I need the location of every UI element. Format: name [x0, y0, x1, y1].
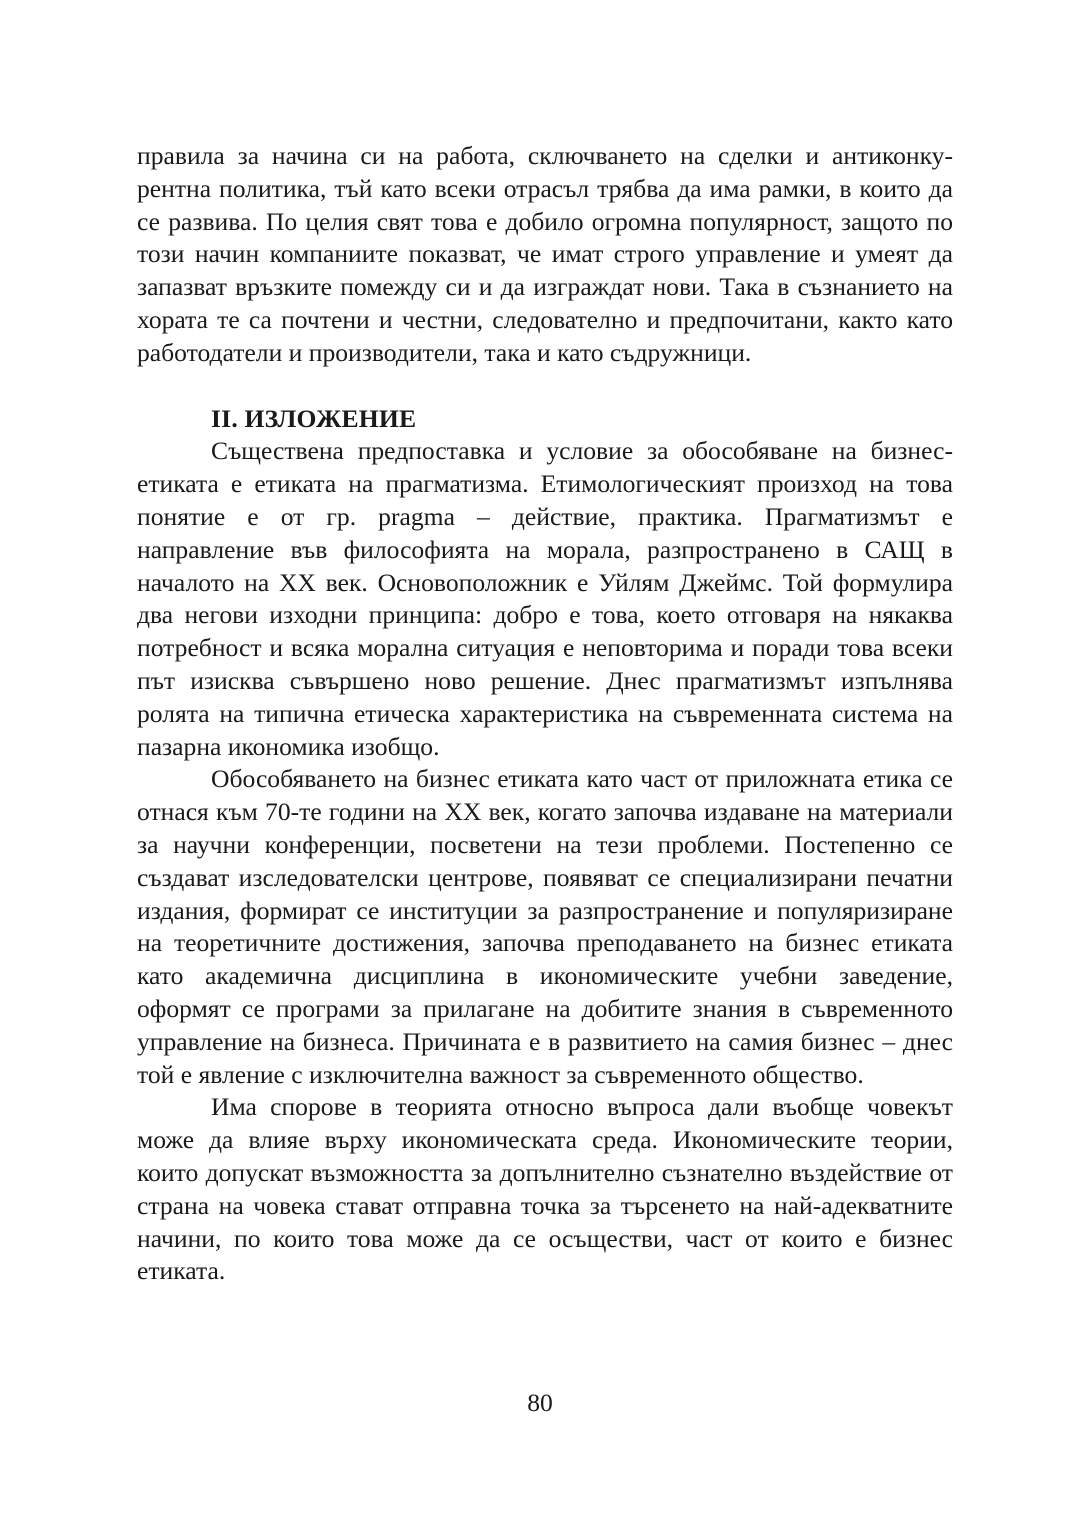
body-paragraph-2: Обособяването на бизнес етиката като част от приложната етика се отнася към 70-те години на XX век, когато започва издаване на материали за научни конференции, посветени на тези проблеми. Постепенно се създават изследователски центрове, появяват се специализирани печатни издания, формират се институции за разпространение и популяризиране на теоретичните достижения, започва преподаването на бизнес етиката като академична дисциплина в икономическите учебни заведение, оформят се програми за прилагане на добитите знания в съвременното управление на бизнеса. Причината е в развитието на самия бизнес – днес той е явление с изключителна важност за съвременното общество. — [137, 764, 953, 1089]
body-paragraph-3: Има спорове в теорията относно въпроса дали въобще човекът може да влияе върху икономическата среда. Икономическите теории, които допускат възможността за допълнително съзнателно въздействие от страна на човека стават отправна точка за търсенето на най-адекватните начини, по които това може да се осъществи, част от които е бизнес етиката. — [137, 1092, 953, 1286]
body-paragraph-1: Съществена предпоставка и условие за обособяване на бизнес-етиката е етиката на прагматизма. Етимологическият произход на това понятие е от гр. pragma – действие, практика. Прагматизмът е направление във философията на морала, разпространено в САЩ в началото на XX век. Основоположник е Уйлям Джеймс. Той формулира два негови изходни принципа: добро е това, което отговаря на някаква потребност и всяка морална ситуация е неповторима и поради това всеки път изисква съвършено ново решение. Днес прагматизмът изпълнява ролята на типична етическа характеристика на съвременната система на пазарна икономика изобщо. — [137, 436, 953, 761]
page-body — [137, 140, 953, 1288]
section-heading: II. ИЗЛОЖЕНИЕ — [211, 403, 417, 433]
intro-paragraph: правила за начина си на работа, сключването на сделки и антиконкурентна политика, тъй като всеки отрасъл трябва да има рамки, в които да се развива. По целия свят това е добило огромна популярност, защото по този начин компаниите показват, че имат строго управление и умеят да запазват връзките помежду си и да изграждат нови. Така в съзнанието на хората те са почтени и честни, следователно и предпочитани, както като работодатели и производители, така и като съдружници. — [137, 141, 953, 367]
page-number: 80 — [527, 1388, 553, 1417]
